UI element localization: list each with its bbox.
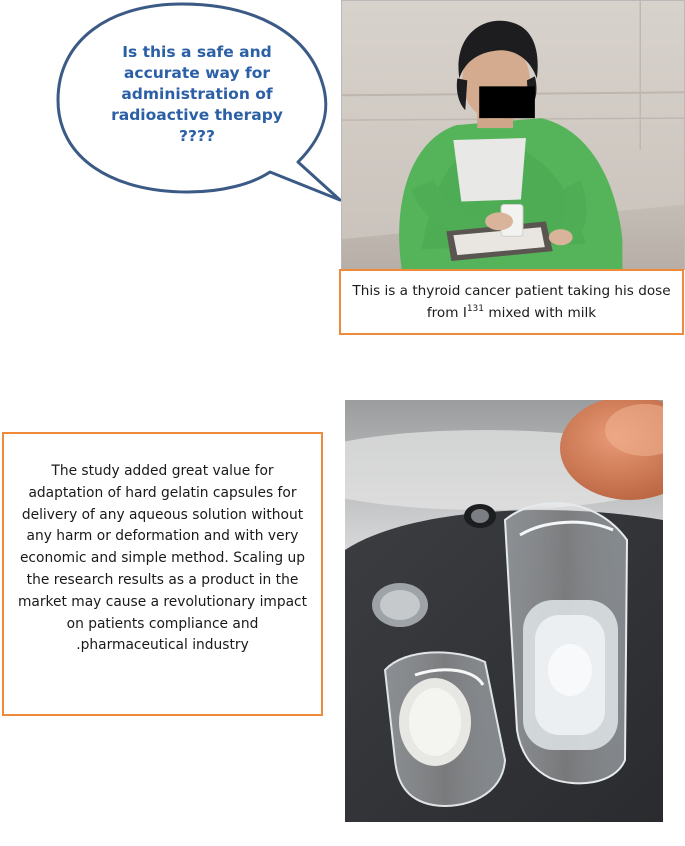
study-line: on patients compliance and — [66, 615, 259, 632]
study-line: the research results as a product in the — [26, 571, 299, 588]
speech-bubble — [0, 0, 345, 200]
study-line: economic and simple method. Scaling up — [19, 550, 306, 567]
bubble-line: accurate way for — [123, 64, 271, 82]
study-line: .pharmaceutical industry — [76, 637, 249, 654]
bubble-line: Is this a safe and — [122, 43, 272, 61]
study-line: The study added great value for — [51, 463, 274, 479]
caption-isotope-superscript: 131 — [466, 304, 485, 314]
bubble-line: ???? — [179, 127, 215, 145]
caption-line-2 — [341, 302, 682, 324]
study-line: adaptation of hard gelatin capsules for — [28, 484, 297, 501]
bubble-question — [92, 42, 302, 147]
caption-prefix: from I — [426, 305, 467, 321]
study-line: delivery of any aqueous solution without — [21, 506, 304, 523]
study-line: market may cause a revolutionary impact — [17, 593, 308, 610]
bubble-line: administration of — [121, 85, 273, 103]
caption-suffix: mixed with milk — [484, 305, 597, 321]
capsule-photo — [333, 390, 685, 846]
patient-photo — [341, 0, 685, 270]
capsule-photo-illustration — [345, 400, 663, 822]
study-line: any harm or deformation and with very — [26, 528, 299, 545]
study-conclusion-box — [2, 432, 323, 716]
caption-line-1: This is a thyroid cancer patient taking his dose — [352, 283, 671, 299]
bubble-line: radioactive therapy — [111, 106, 283, 124]
patient-caption-box — [339, 269, 684, 335]
patient-photo-illustration — [342, 1, 684, 269]
